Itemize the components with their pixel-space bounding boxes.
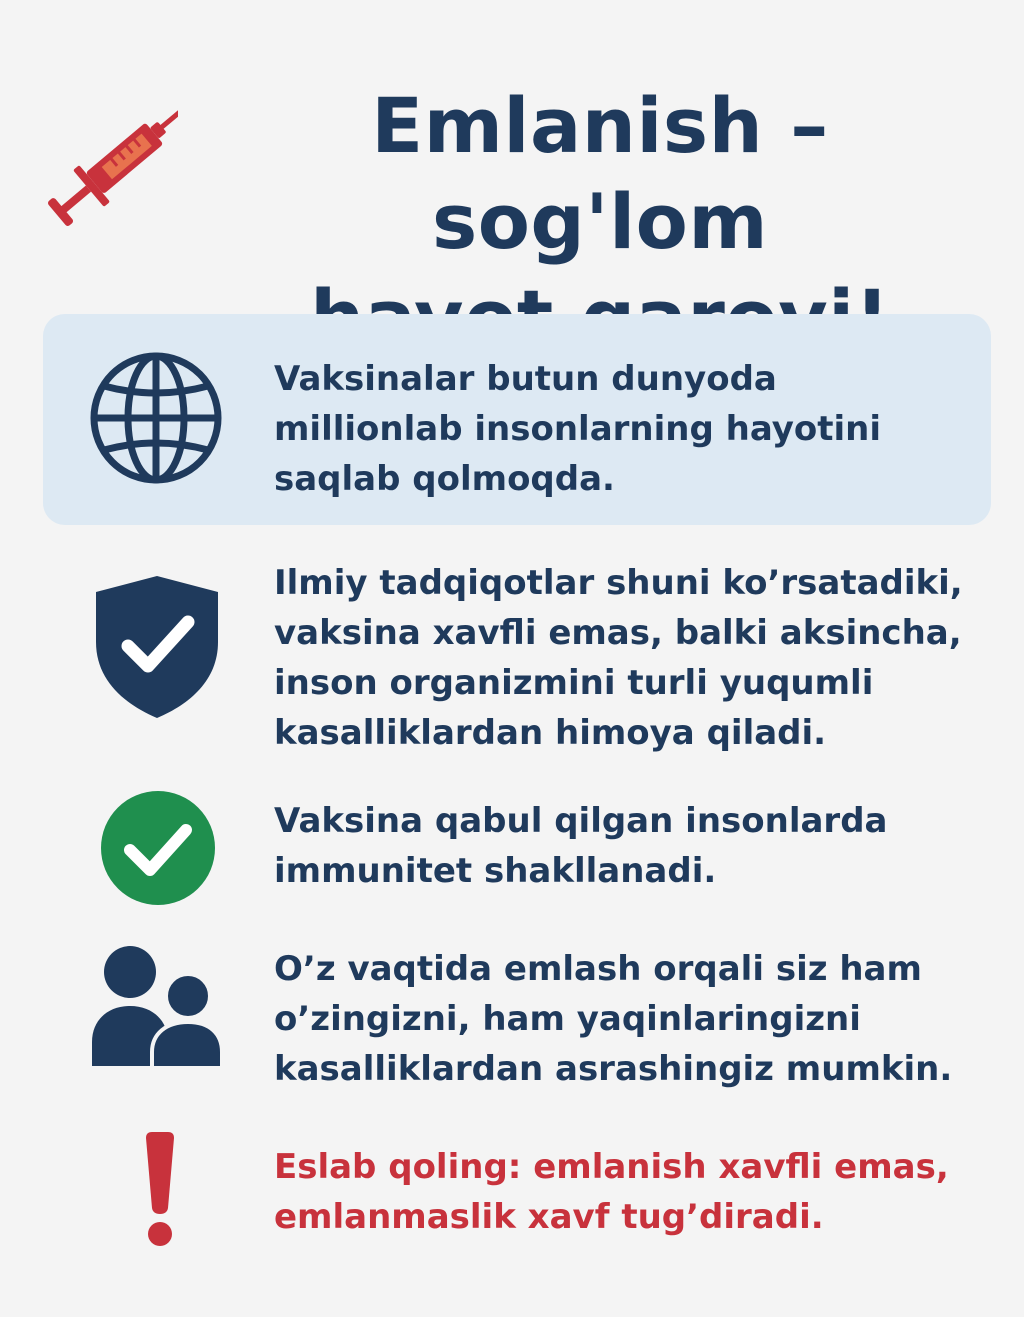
info-item-check (0, 796, 1024, 906)
info-text-4: O’z vaqtida emlash orqali siz ham o’zingizni, ham yaqinlaringizni kasalliklardan asrashingiz mumkin. (274, 949, 953, 1089)
info-item-globe (0, 354, 1024, 504)
exclamation-icon (140, 1130, 180, 1250)
info-text-2: Ilmiy tadqiqotlar shuni ko’rsatadiki, vaksina xavfli emas, balki aksincha, inson organizmini turli yuqumli kasalliklardan himoya qiladi. (274, 563, 963, 753)
info-text-1: Vaksinalar butun dunyoda millionlab insonlarning hayotini saqlab qolmoqda. (274, 359, 882, 499)
shield-check-icon (92, 572, 222, 722)
title-line-1: Emlanish – sog'lom (371, 81, 829, 266)
check-circle-icon (98, 788, 218, 908)
info-text-3: Vaksina qabul qilgan insonlarda immunitet shakllanadi. (274, 801, 888, 891)
info-item-people (0, 944, 1024, 1094)
info-item-warning (0, 1142, 1024, 1252)
syringe-icon (48, 88, 178, 248)
people-icon (90, 942, 222, 1074)
info-text-5: Eslab qoling: emlanish xavfli emas, emlanmaslik xavf tug’diradi. (274, 1147, 949, 1237)
info-item-shield (0, 558, 1024, 758)
header (0, 70, 1024, 270)
globe-icon (86, 348, 226, 488)
